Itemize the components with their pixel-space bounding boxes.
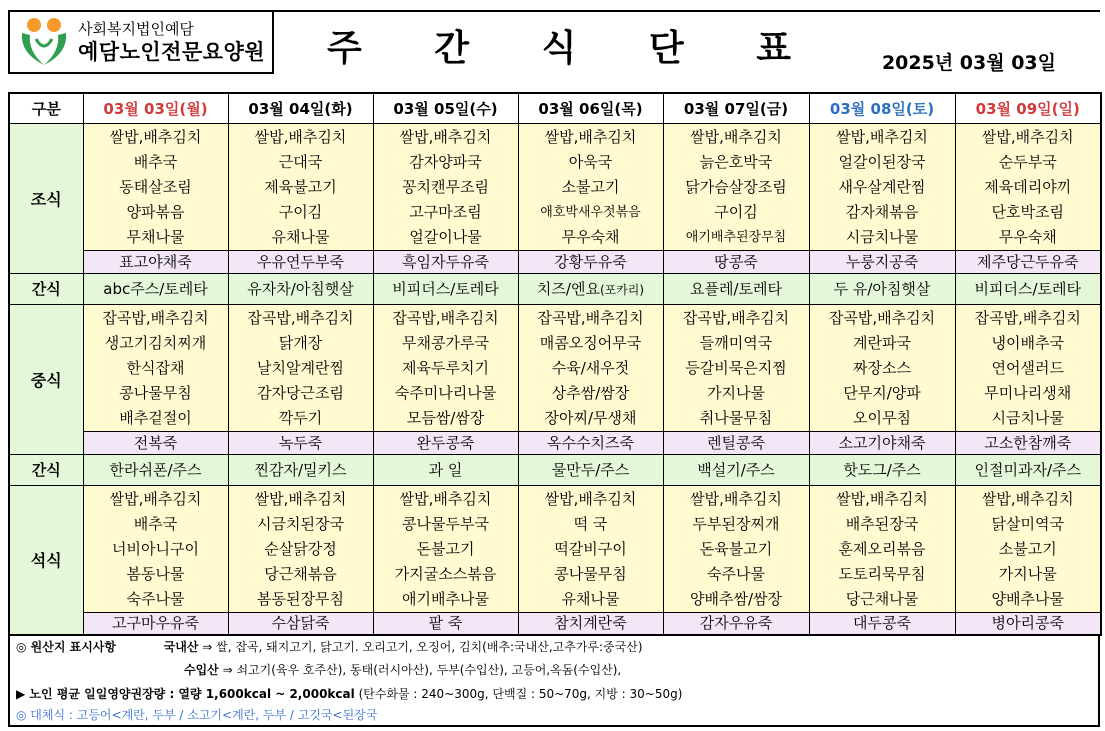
- menu-item: 순살닭강정: [264, 539, 337, 558]
- menu-item: 시금치된장국: [257, 514, 344, 533]
- menu-item: 배추겉절이: [119, 408, 192, 427]
- menu-item: 애호박새우젓볶음: [540, 204, 641, 220]
- menu-item: 쌀밥,배추김치: [399, 127, 492, 146]
- menu-item: 잡곡밥,배추김치: [974, 308, 1081, 327]
- breakfast-row: [9, 123, 1101, 250]
- porridge-cell: 고소한참깨죽: [955, 431, 1101, 454]
- menu-item: 돈육불고기: [699, 539, 773, 558]
- snack-item: 두 유/아침햇살: [833, 280, 931, 298]
- header: [0, 0, 1105, 88]
- menu-item: 근대국: [278, 152, 323, 171]
- menu-item: 날치알계란찜: [257, 358, 344, 377]
- porridge-cell: 누룽지공죽: [809, 250, 955, 273]
- menu-item: 잡곡밥,배추김치: [682, 308, 790, 327]
- day-header: 03월 08일(토): [809, 93, 955, 123]
- menu-item: 소불고기: [998, 539, 1057, 558]
- lunch-label: 중식: [9, 304, 83, 454]
- menu-item: 짜장소스: [853, 358, 911, 377]
- import-text: ⇒ 쇠고기(육우 호주산), 동태(러시아산), 두부(수입산), 고등어,옥돔(수입산),: [222, 663, 622, 677]
- snack-morning-label: 간식: [9, 273, 83, 304]
- menu-item: 무미나리생채: [984, 383, 1072, 402]
- breakfast-label: 조식: [9, 123, 83, 273]
- menu-item: 한식잡채: [126, 358, 185, 377]
- origin-import-line: [184, 661, 621, 678]
- menu-item: 쌀밥,배추김치: [981, 127, 1074, 146]
- menu-item: 도토리묵무침: [838, 564, 926, 583]
- logo: [8, 10, 274, 74]
- menu-item: 양파볶음: [126, 202, 185, 221]
- porridge-cell: 표고야채죽: [83, 250, 228, 273]
- breakfast-cell: [809, 123, 955, 250]
- breakfast-cell: [663, 123, 809, 250]
- menu-item: 유채나물: [271, 227, 330, 246]
- snack-item: 인절미과자/주스: [974, 461, 1081, 479]
- menu-item: 콩나물무침: [554, 564, 627, 583]
- weekly-menu-table: [8, 92, 1102, 636]
- porridge-cell: 땅콩죽: [663, 250, 809, 273]
- menu-item: 무채콩가루국: [402, 333, 489, 352]
- menu-item: 새우살계란찜: [838, 177, 926, 196]
- breakfast-cell: [955, 123, 1101, 250]
- menu-item: 오이무침: [853, 408, 911, 427]
- day-header: 03월 04일(화): [228, 93, 373, 123]
- menu-item: 연어샐러드: [991, 358, 1064, 377]
- porridge-cell: 제주당근두유죽: [955, 250, 1101, 273]
- menu-item: 콩나물무침: [119, 383, 192, 402]
- menu-item: 쌀밥,배추김치: [544, 489, 637, 508]
- porridge-cell: 수삼닭죽: [228, 612, 373, 635]
- lunch-cell: [518, 304, 663, 431]
- day-header: 03월 06일(목): [518, 93, 663, 123]
- menu-item: 수육/새우젓: [551, 358, 630, 377]
- dinner-row: [9, 485, 1101, 612]
- menu-item: 늙은호박국: [699, 152, 773, 171]
- snack-item: 찐감자/밀키스: [254, 461, 347, 479]
- snack-item: 과 일: [428, 461, 463, 479]
- menu-item: 봄동나물: [126, 564, 185, 583]
- menu-item: 숙주나물: [126, 589, 185, 608]
- snack-cell: [83, 454, 228, 485]
- dinner-label: 석식: [9, 485, 83, 635]
- dinner-porridge-row: [9, 612, 1101, 635]
- porridge-cell: 녹두죽: [228, 431, 373, 454]
- menu-item: 시금치나물: [845, 227, 919, 246]
- menu-item: 시금치나물: [991, 408, 1064, 427]
- snack-cell: [228, 454, 373, 485]
- porridge-cell: 참치계란죽: [518, 612, 663, 635]
- menu-item: 닭가슴살장조림: [685, 177, 787, 196]
- snack-cell: [373, 273, 518, 304]
- menu-item: 양배추쌈/쌈장: [690, 589, 782, 608]
- menu-item: 쌀밥,배추김치: [254, 127, 347, 146]
- menu-item: 쌀밥,배추김치: [109, 489, 202, 508]
- menu-item: 돈불고기: [416, 539, 475, 558]
- menu-item: 애기배추나물: [402, 589, 489, 608]
- snack-item: 치즈/엔요: [536, 280, 600, 298]
- snack-item: 핫도그/주스: [843, 461, 921, 479]
- snack-cell: [373, 454, 518, 485]
- nutrition-detail: (탄수화물 : 240~300g, 단백질 : 50~70g, 지방 : 30~50g): [358, 687, 683, 701]
- menu-item: 배추된장국: [845, 514, 919, 533]
- menu-item: 무채나물: [126, 227, 185, 246]
- snack-cell: [228, 273, 373, 304]
- menu-date: 2025년 03월 03일: [881, 52, 1056, 74]
- porridge-cell: 완두콩죽: [373, 431, 518, 454]
- snack-item: 한라쉬폰/주스: [109, 461, 202, 479]
- notes-section: [8, 634, 1100, 727]
- menu-item: 유채나물: [561, 589, 620, 608]
- menu-item: 배추국: [133, 152, 178, 171]
- snack-item: 물만두/주스: [551, 461, 630, 479]
- menu-item: 숙주미나리나물: [394, 383, 497, 402]
- dinner-cell: [955, 485, 1101, 612]
- menu-item: 닭개장: [278, 333, 323, 352]
- menu-item: 단호박조림: [991, 202, 1064, 221]
- dinner-cell: [809, 485, 955, 612]
- snack-item: 유자차/아침햇살: [247, 280, 354, 298]
- day-header: 03월 03일(월): [83, 93, 228, 123]
- page-title: 주 간 식 단 표: [326, 28, 821, 69]
- snack-item: 비피더스/토레타: [974, 280, 1081, 298]
- menu-item: 양배추나물: [991, 589, 1064, 608]
- lunch-cell: [809, 304, 955, 431]
- menu-item: 가지나물: [998, 564, 1057, 583]
- snack-cell: [809, 454, 955, 485]
- snack-afternoon-label: 간식: [9, 454, 83, 485]
- menu-item: 당근채볶음: [264, 564, 337, 583]
- breakfast-cell: [228, 123, 373, 250]
- breakfast-porridge-row: [9, 250, 1101, 273]
- menu-item: 동태살조림: [119, 177, 192, 196]
- porridge-cell: 우유연두부죽: [228, 250, 373, 273]
- menu-item: 상추쌈/쌈장: [551, 383, 630, 402]
- menu-item: 등갈비묵은지찜: [685, 358, 787, 377]
- menu-item: 고구마조림: [409, 202, 482, 221]
- breakfast-cell: [518, 123, 663, 250]
- nutrition-line: [16, 685, 682, 702]
- dinner-cell: [518, 485, 663, 612]
- menu-item: 얼갈이나물: [409, 227, 482, 246]
- domestic-text: ⇒ 쌀, 잡곡, 돼지고기, 닭고기. 오리고기, 오징어, 김치(배추:국내산,고추가루:중국산): [202, 640, 643, 654]
- header-row: [9, 93, 1101, 123]
- breakfast-cell: [83, 123, 228, 250]
- menu-item: 얼갈이된장국: [838, 152, 926, 171]
- menu-item: 제육데리야끼: [984, 177, 1072, 196]
- origin-label: ◎ 원산지 표시사항: [16, 640, 116, 654]
- domestic-label: 국내산: [163, 640, 199, 654]
- menu-item: 소불고기: [561, 177, 620, 196]
- org-name: 예담노인전문요양원: [78, 40, 266, 64]
- porridge-cell: 흑임자두유죽: [373, 250, 518, 273]
- menu-item: 훈제오리볶음: [838, 539, 926, 558]
- substitute-line: ◎ 대체식 : 고등어<계란, 두부 / 소고기<계란, 두부 / 고깃국<된장국: [16, 708, 378, 722]
- menu-item: 순두부국: [998, 152, 1057, 171]
- menu-item: 매콤오징어무국: [539, 333, 642, 352]
- menu-item: 떡갈비구이: [554, 539, 627, 558]
- dinner-cell: [228, 485, 373, 612]
- menu-item: 계란파국: [853, 333, 911, 352]
- menu-item: 잡곡밥,배추김치: [392, 308, 499, 327]
- snack-item: 요플레/토레타: [690, 280, 782, 298]
- menu-item: 쌀밥,배추김치: [109, 127, 202, 146]
- snack-cell: [518, 273, 663, 304]
- menu-item: 장아찌/무생채: [544, 408, 637, 427]
- menu-item: 감자당근조림: [257, 383, 344, 402]
- menu-item: 쌀밥,배추김치: [690, 127, 782, 146]
- menu-item: 쌀밥,배추김치: [836, 127, 928, 146]
- menu-item: 무우숙채: [561, 227, 620, 246]
- menu-item: 쌀밥,배추김치: [981, 489, 1074, 508]
- porridge-cell: 옥수수치즈죽: [518, 431, 663, 454]
- menu-item: 가지나물: [707, 383, 765, 402]
- porridge-cell: 렌틸콩죽: [663, 431, 809, 454]
- org-subtitle: 사회복지법인예담: [78, 20, 194, 38]
- menu-item: 잡곡밥,배추김치: [247, 308, 354, 327]
- menu-item: 당근채나물: [845, 589, 919, 608]
- import-label: 수입산: [184, 663, 219, 677]
- menu-item: 쌀밥,배추김치: [690, 489, 782, 508]
- lunch-cell: [955, 304, 1101, 431]
- lunch-cell: [373, 304, 518, 431]
- menu-item: 배추국: [133, 514, 178, 533]
- origin-domestic-line: [16, 638, 643, 655]
- menu-item: 감자양파국: [409, 152, 482, 171]
- porridge-cell: 고구마우유죽: [83, 612, 228, 635]
- menu-item: 떡 국: [573, 514, 608, 533]
- snack-cell: [663, 273, 809, 304]
- lunch-porridge-row: [9, 431, 1101, 454]
- menu-item: 구이김: [278, 202, 323, 221]
- porridge-cell: 병아리콩죽: [955, 612, 1101, 635]
- menu-item: 구이김: [714, 202, 758, 221]
- menu-item: 모듬쌈/쌈장: [406, 408, 485, 427]
- snack-cell: [955, 273, 1101, 304]
- dinner-cell: [83, 485, 228, 612]
- menu-item: 잡곡밥,배추김치: [537, 308, 644, 327]
- menu-item: 쌀밥,배추김치: [399, 489, 492, 508]
- menu-item: 두부된장찌개: [692, 514, 780, 533]
- menu-item: 잡곡밥,배추김치: [828, 308, 936, 327]
- menu-item: 콩나물두부국: [402, 514, 489, 533]
- menu-item: 너비아니구이: [112, 539, 199, 558]
- nutrition-text: ▶ 노인 평균 일일영양권장량 : 열량 1,600kcal ~ 2,000kcal: [16, 687, 355, 701]
- menu-item: 냉이배추국: [991, 333, 1064, 352]
- menu-item: 생고기김치찌개: [104, 333, 207, 352]
- corner-label: 구분: [9, 93, 83, 123]
- menu-item: 쌀밥,배추김치: [544, 127, 637, 146]
- menu-item: 가지굴소스볶음: [394, 564, 497, 583]
- menu-item: 아욱국: [568, 152, 613, 171]
- day-header: 03월 09일(일): [955, 93, 1101, 123]
- snack-item: 비피더스/토레타: [392, 280, 499, 298]
- porridge-cell: 팥 죽: [373, 612, 518, 635]
- title-bar: [274, 10, 1100, 74]
- snack-morning-row: [9, 273, 1101, 304]
- logo-mark-icon: [14, 13, 74, 71]
- lunch-cell: [83, 304, 228, 431]
- porridge-cell: 강황두유죽: [518, 250, 663, 273]
- menu-item: 쌀밥,배추김치: [836, 489, 928, 508]
- snack-cell: [809, 273, 955, 304]
- snack-item: 백설기/주스: [697, 461, 775, 479]
- day-header: 03월 05일(수): [373, 93, 518, 123]
- menu-item: 숙주나물: [707, 564, 765, 583]
- snack-cell: [83, 273, 228, 304]
- menu-item: 제육두루치기: [402, 358, 489, 377]
- menu-item: 들깨미역국: [699, 333, 773, 352]
- menu-item: 감자채볶음: [845, 202, 919, 221]
- snack-extra: (포카리): [599, 283, 645, 297]
- porridge-cell: 전복죽: [83, 431, 228, 454]
- menu-item: 취나물무침: [699, 408, 773, 427]
- snack-afternoon-row: [9, 454, 1101, 485]
- menu-item: 단무지/양파: [843, 383, 921, 402]
- dinner-cell: [663, 485, 809, 612]
- menu-item: 제육불고기: [264, 177, 337, 196]
- menu-item: 깍두기: [278, 408, 323, 427]
- snack-cell: [663, 454, 809, 485]
- lunch-cell: [663, 304, 809, 431]
- menu-item: 꽁치캔무조림: [402, 177, 489, 196]
- day-header: 03월 07일(금): [663, 93, 809, 123]
- breakfast-cell: [373, 123, 518, 250]
- porridge-cell: 대두콩죽: [809, 612, 955, 635]
- snack-cell: [518, 454, 663, 485]
- menu-item: 무우숙채: [998, 227, 1057, 246]
- porridge-cell: 소고기야채죽: [809, 431, 955, 454]
- menu-item: 잡곡밥,배추김치: [102, 308, 209, 327]
- lunch-row: [9, 304, 1101, 431]
- dinner-cell: [373, 485, 518, 612]
- snack-item: abc주스/토레타: [103, 280, 208, 298]
- menu-item: 봄동된장무침: [257, 589, 344, 608]
- snack-cell: [955, 454, 1101, 485]
- lunch-cell: [228, 304, 373, 431]
- porridge-cell: 감자우유죽: [663, 612, 809, 635]
- menu-item: 애기배추된장무침: [685, 229, 787, 245]
- menu-item: 닭살미역국: [991, 514, 1064, 533]
- menu-item: 쌀밥,배추김치: [254, 489, 347, 508]
